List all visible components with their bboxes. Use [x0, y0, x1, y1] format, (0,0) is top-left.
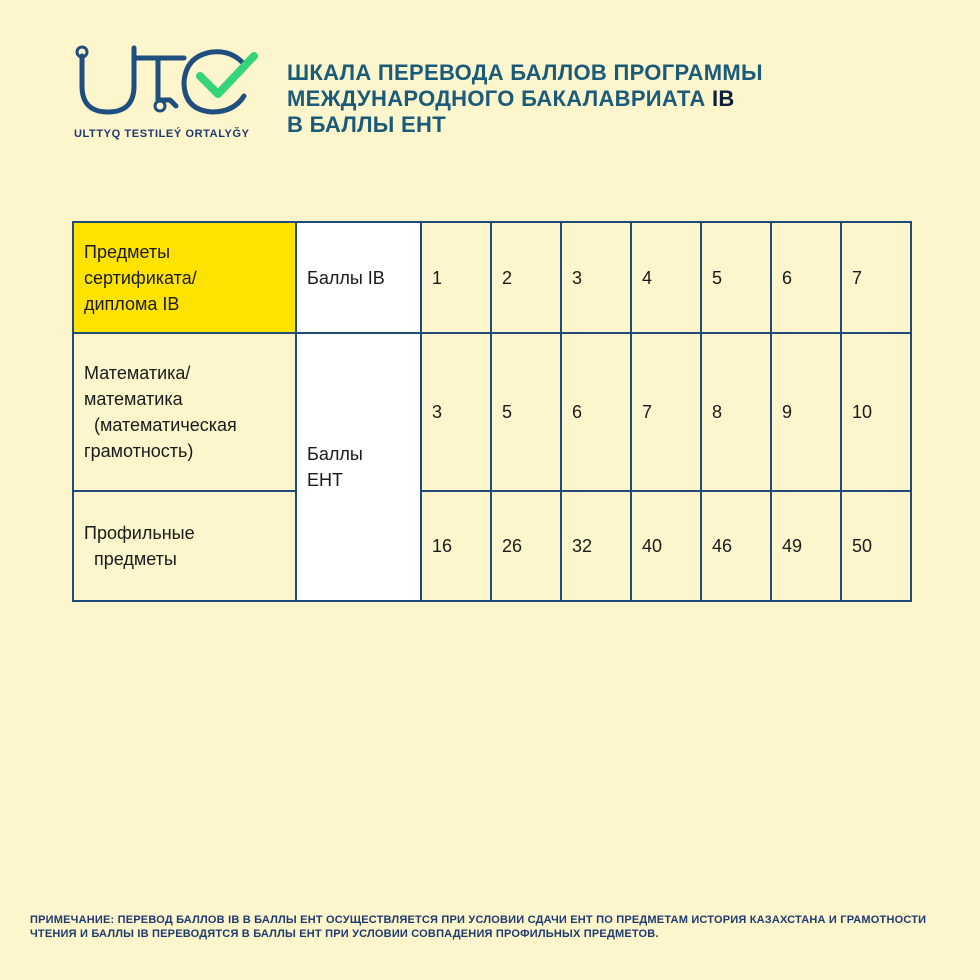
- ent-score-cell: 3: [421, 333, 491, 491]
- ent-score-cell: 16: [421, 491, 491, 601]
- subject-line: математика: [84, 389, 183, 409]
- ib-score-cell: 5: [701, 222, 771, 333]
- subject-line: предметы: [94, 549, 177, 569]
- ent-score-cell: 50: [841, 491, 911, 601]
- ent-score-cell: 9: [771, 333, 841, 491]
- subject-cell-profile: [73, 491, 296, 601]
- ent-score-cell: 40: [631, 491, 701, 601]
- ent-label-line: Баллы: [307, 444, 363, 464]
- ib-score-cell: 7: [841, 222, 911, 333]
- logo-caption: ULTTYQ TESTILEÝ ORTALYĞY: [74, 128, 250, 140]
- subject-header-line: Предметы: [84, 241, 171, 262]
- subject-line: Математика/: [84, 363, 191, 383]
- ent-score-cell: 32: [561, 491, 631, 601]
- ent-score-cell: 6: [561, 333, 631, 491]
- ib-label-cell: Баллы IB: [296, 222, 421, 333]
- ent-score-cell: 46: [701, 491, 771, 601]
- ent-score-cell: 10: [841, 333, 911, 491]
- ib-score-cell: 4: [631, 222, 701, 333]
- utc-logo: [72, 44, 272, 144]
- page-title: [287, 60, 907, 138]
- subject-line: Профильные: [84, 523, 195, 543]
- ent-label-line: ЕНТ: [307, 470, 343, 490]
- subject-cell-math: [73, 333, 296, 491]
- table-row-profile: [73, 491, 911, 601]
- title-line-2: [287, 86, 907, 112]
- title-line-1: ШКАЛА ПЕРЕВОДА БАЛЛОВ ПРОГРАММЫ: [287, 60, 763, 85]
- subject-header-line: сертификата/: [84, 267, 197, 288]
- subject-line: грамотность): [84, 441, 194, 461]
- ib-score-cell: 1: [421, 222, 491, 333]
- ent-label-cell: [296, 333, 421, 601]
- footnote: ПРИМЕЧАНИЕ: ПЕРЕВОД БАЛЛОВ IB В БАЛЛЫ ЕНТ ОСУЩЕСТВЛЯЕТСЯ ПРИ УСЛОВИИ СДАЧИ ЕНТ ПО ПРЕДМЕТАМ ИСТОРИЯ КАЗАХСТАНА И ГРАМОТНОСТИ ЧТЕНИЯ И БАЛЛЫ IB ПЕРЕВОДЯТСЯ В БАЛЛЫ ЕНТ ПРИ УСЛОВИИ СОВПАДЕНИЯ ПРОФИЛЬНЫХ ПРЕДМЕТОВ.: [30, 914, 927, 940]
- conversion-table: [72, 221, 912, 602]
- table-row-ib: [73, 222, 911, 333]
- ent-score-cell: 26: [491, 491, 561, 601]
- ib-score-cell: 6: [771, 222, 841, 333]
- title-ib: IB: [711, 86, 735, 111]
- ib-score-cell: 3: [561, 222, 631, 333]
- ent-score-cell: 8: [701, 333, 771, 491]
- ent-score-cell: 49: [771, 491, 841, 601]
- title-line-2-main: МЕЖДУНАРОДНОГО БАКАЛАВРИАТА: [287, 86, 712, 111]
- ent-score-cell: 5: [491, 333, 561, 491]
- ent-score-cell: 7: [631, 333, 701, 491]
- subject-header-cell: [73, 222, 296, 333]
- ib-score-cell: 2: [491, 222, 561, 333]
- table-row-math: [73, 333, 911, 491]
- utc-logo-icon: [72, 44, 272, 124]
- subject-header-line: диплома IB: [84, 293, 180, 314]
- subject-line: (математическая: [94, 415, 237, 435]
- check-icon: [200, 56, 254, 94]
- title-line-3: В БАЛЛЫ ЕНТ: [287, 112, 446, 137]
